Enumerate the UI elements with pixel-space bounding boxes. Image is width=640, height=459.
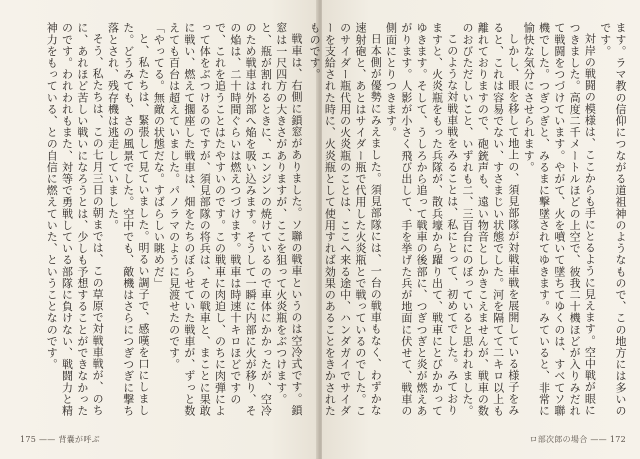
paragraph: 戦車は、右側に鎖窓がありました。ソ聯の戦車というのは空冷式です。鎖窓は一尺四方の大きさがありますが、ここを狙って火炎瓶をぶつけます。と、瓶が割れるときに、エンジンの焼けているので車体にかかったが、空冷のため戦車は外部へ焔を吸い込みます。そうして一瞬に内部に火が移り、その焔は、二十時間ぐらいは燃えつづけます。戦車は時速十キロほどですので、これを追うことはたやすいのです。この戦車に肉迫し、のちに肉弾によって体をぶつけるのですが、須見部隊の将兵は、その戦車と、まことに果敢に戦い、燃えて擱座した戦車は、畑をたちのぼらせていた戦車が、ずっと数えても百台は超えていました。パノラマのように見渡せたのです。 <box>167 22 303 417</box>
paragraph: そう、私たちは、この七月三日の朝までは、この草原で対戦車戦が、のちに、あれほど苦しい戦いになろうとは、少しも予想することができなかったのです。われわれもまた、対等で勇戦している部隊に負けない、戦闘力と精神力をもっている、との自信に燃えていた、ということなのです。 <box>45 22 105 417</box>
right-page <box>308 0 640 459</box>
paragraph: 日本側が優勢にみえました。須見部隊には、一台の戦車もなく、わずかな速射砲と、あとはサイダー瓶で代用した火炎瓶とで戦っているのでした。このサイダー瓶代用の火炎瓶のことは、ここへ来る途中、ハンダガイでサイダーを支給された時に、火炎瓶として使用すれば効果のあることをきかされたものです。 <box>308 22 383 417</box>
paragraph: このような対戦車戦をみることは、私にとって、初めてでした。みておりますと、火炎瓶をもった兵隊が、散兵壕から躍り出て、戦車にとびかかってゆきます。そして、うしろから追って戦車の後部に、つぎつぎと炎が燃えあがります。人影が小さく飛び出して、手を挙げた兵が地面に伏せて、戦車の側面にとりつきます。 <box>384 22 459 417</box>
left-folio: 175 —— 背嚢が呼ぶ <box>20 435 100 444</box>
left-page <box>0 0 318 459</box>
left-page-text <box>22 22 304 422</box>
paragraph: ます。ラマ教の信仰につながる道祖神のようなもので、この地方には多いのです。 <box>598 22 627 417</box>
right-folio: ロ部次郎の場合 —— 172 <box>529 435 626 444</box>
paragraph: 対岸の戦闘の模様は、ここからも手にとるように見えます。空中戦が眼につきました。高度二千メートルほどの上空で、彼我二十機ほどが入りみだれて戦闘をつづけています。やがて、火を噴いて墜ちてゆくのは、すべてソ聯機でした。つぎつぎと、みるまに撃墜されてゆきます。みていると、非常に愉快な気分にさせられます。 <box>522 22 597 417</box>
paragraph: 「やってる。無敵の状態だな。すばらしい眺めだ」 <box>152 22 166 289</box>
paragraph: と、私たちは、緊張して見ていました。明るい調子で、感嘆を口にしました。どうみても、さの風景でした。空中でも、敵機はさらにつぎつぎに撃ち落とされ、残存機は逃走していました。 <box>106 22 151 417</box>
paragraph: しかし、眼を移して地上の、須見部隊が対戦車戦を展開している様子をみると、これは容易でない、すさまじい状態でした。河を隔てて二キロ以上も離れておりますので、砲銃声も、遠い物音としかきこえませんが、戦車の数のおびただしいこと、いずれも二、三百台にのぼっていると思われました。 <box>461 22 520 417</box>
right-page-text <box>308 22 628 422</box>
